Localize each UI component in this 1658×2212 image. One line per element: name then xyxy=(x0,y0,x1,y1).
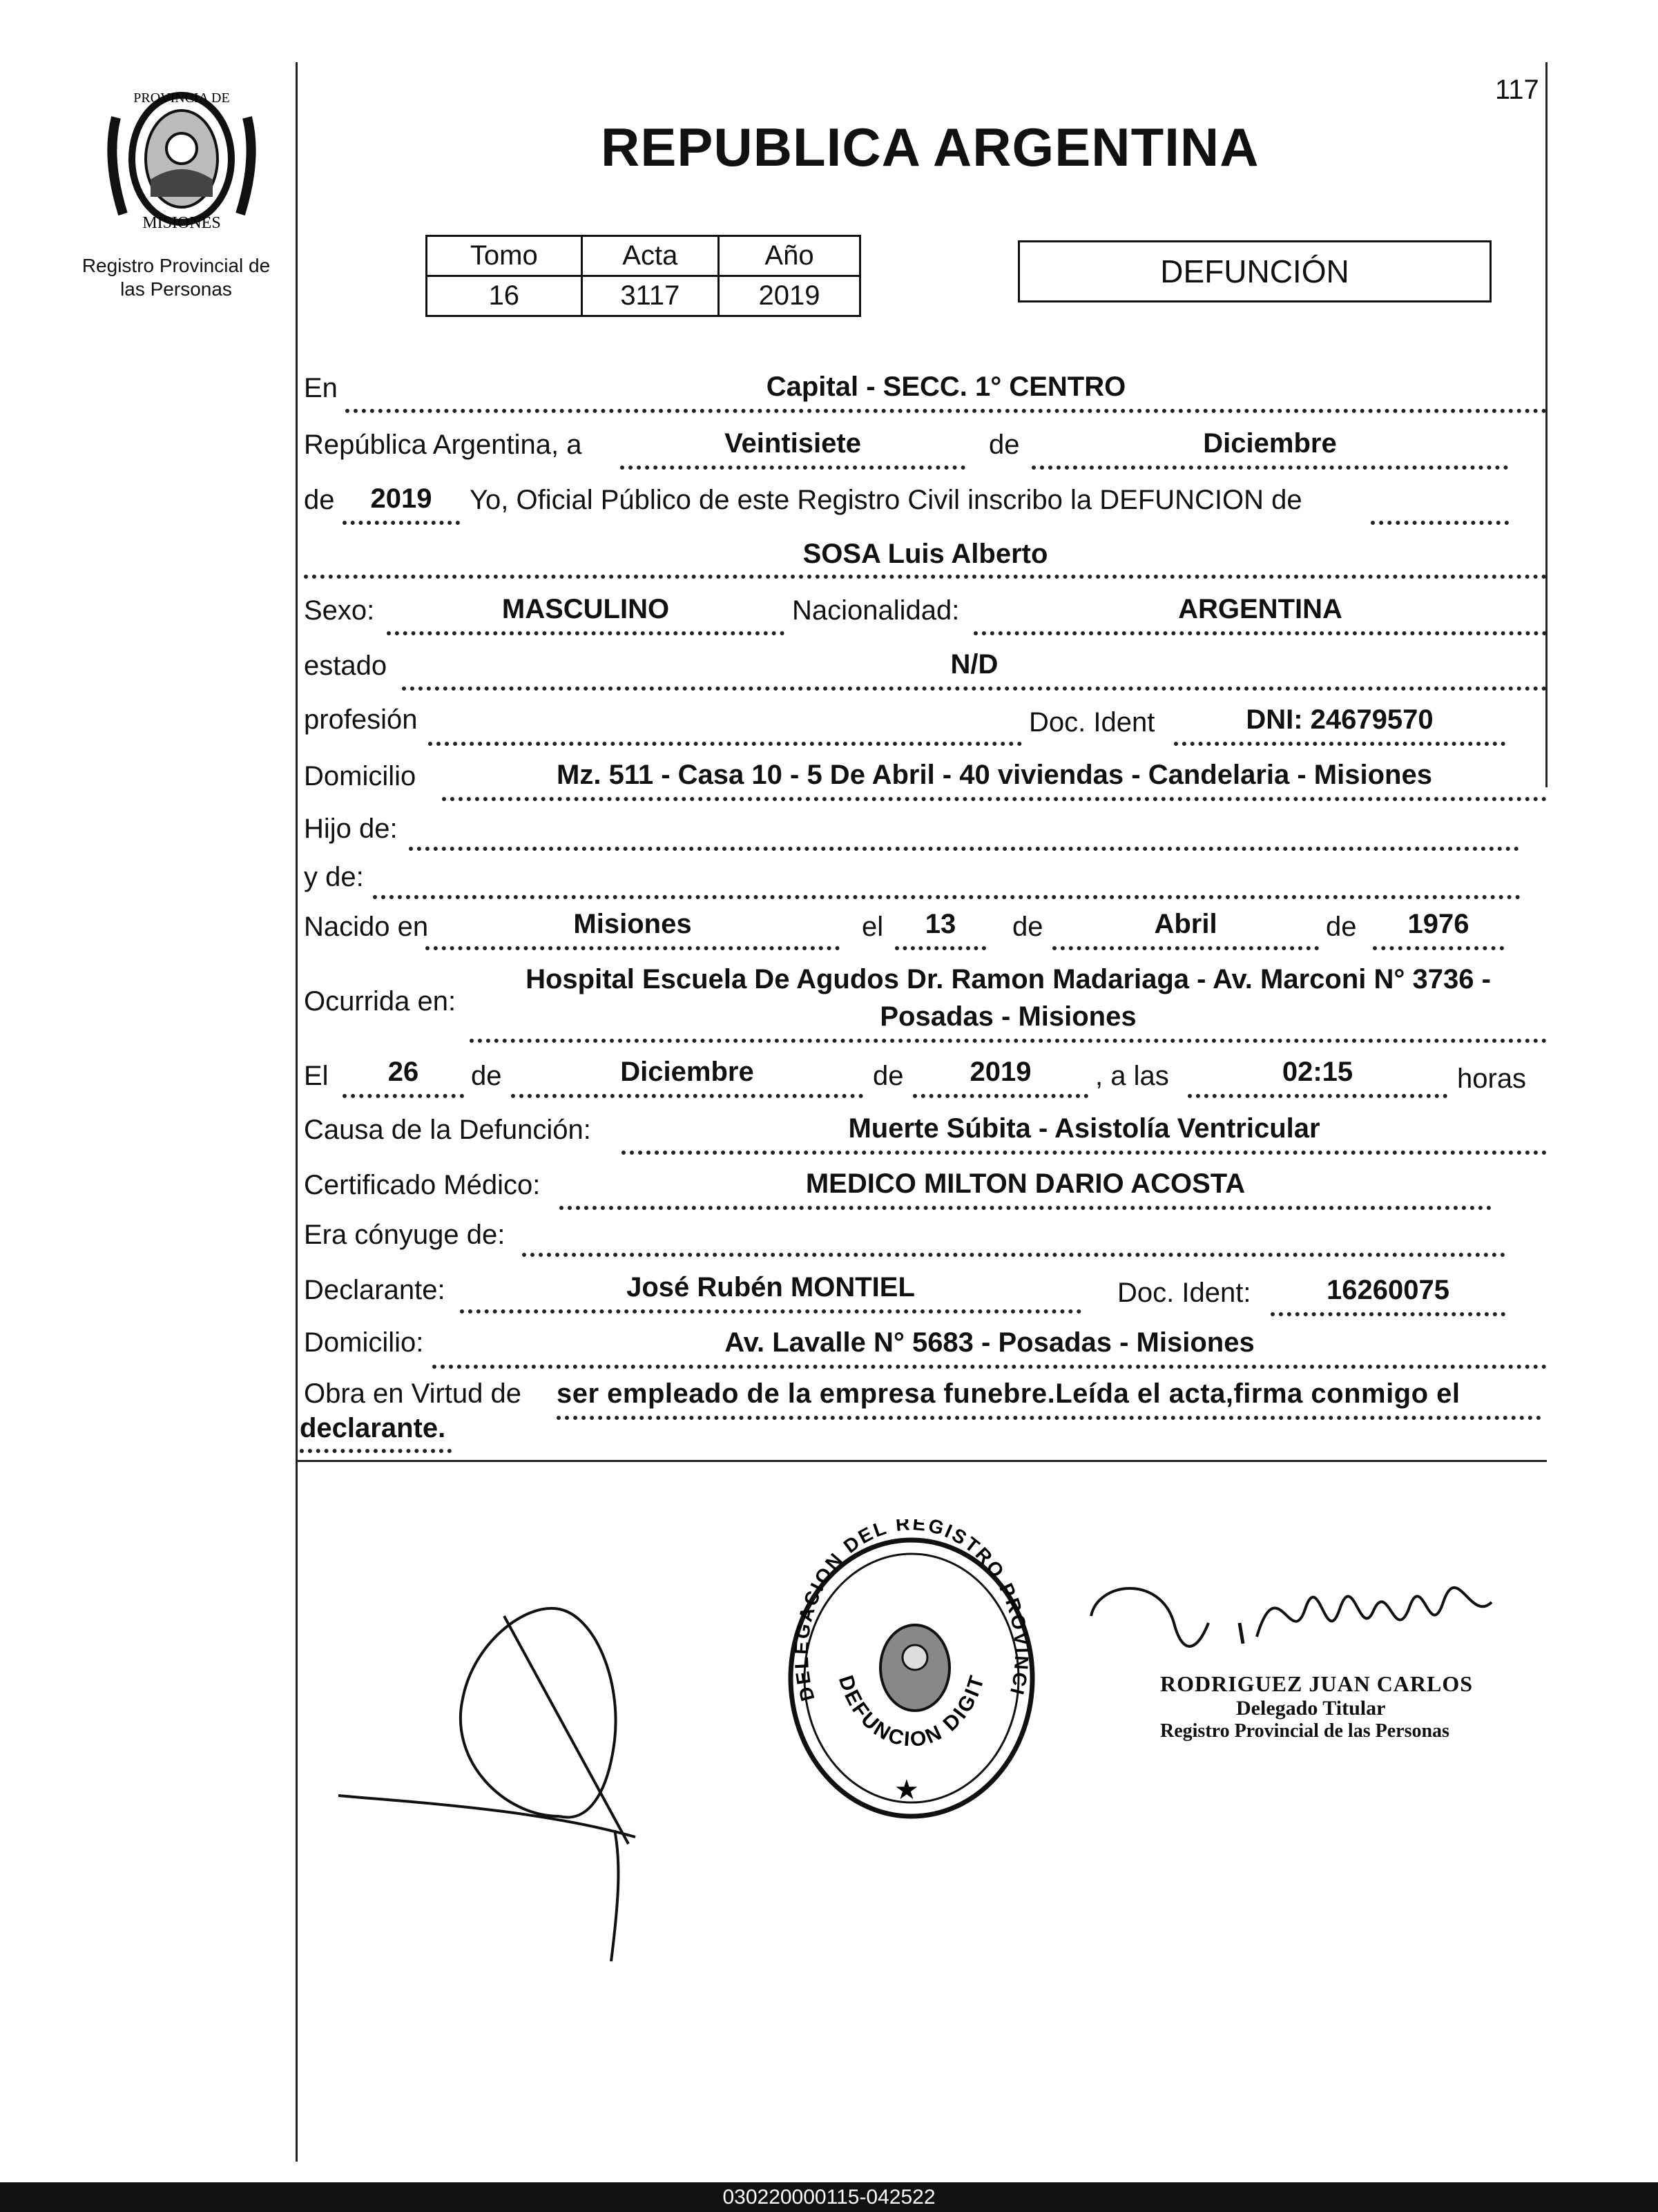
doc-ident2-dotline xyxy=(1271,1312,1505,1316)
document-type-box xyxy=(1018,240,1492,302)
estado-dotline xyxy=(402,686,1547,691)
death-time-dotline xyxy=(1188,1094,1447,1098)
table-header-anio: Año xyxy=(719,236,860,276)
footer-code-bar xyxy=(0,2182,1658,2212)
official-title: Delegado Titular xyxy=(1236,1697,1386,1720)
seal-inner-text: DEFUNCION DIGIT xyxy=(833,1673,989,1752)
nacido-mes: Abril xyxy=(1154,909,1217,939)
deceased-name: SOSA Luis Alberto xyxy=(802,539,1048,569)
table-value-acta: 3117 xyxy=(581,276,718,316)
day-dotline xyxy=(620,465,965,470)
hijo-label: Hijo de: xyxy=(304,814,398,844)
death-month: Diciembre xyxy=(620,1057,754,1087)
republica-label: República Argentina, a xyxy=(304,430,582,460)
sexo-value: MASCULINO xyxy=(501,594,670,624)
nacido-label: Nacido en xyxy=(304,912,429,942)
certificado-label: Certificado Médico: xyxy=(304,1170,541,1200)
emblem-bottom-text: MISIONES xyxy=(142,214,221,232)
causa-dotline xyxy=(621,1151,1547,1155)
month-dotline xyxy=(1032,465,1508,470)
doc-ident-dotline xyxy=(1174,742,1505,746)
page-number: 117 xyxy=(1495,75,1539,105)
registry-name xyxy=(62,254,290,301)
el2-label: El xyxy=(304,1061,329,1091)
nacido-dia: 13 xyxy=(925,909,956,939)
nacido-lugar-dotline xyxy=(425,946,840,950)
month-text: Diciembre xyxy=(1203,428,1337,459)
sexo-dotline xyxy=(387,631,784,635)
domicilio2-dotline xyxy=(432,1365,1547,1369)
table-header-acta: Acta xyxy=(581,236,718,276)
death-year: 2019 xyxy=(970,1057,1032,1087)
de-label-6: de xyxy=(873,1061,904,1091)
yde-label: y de: xyxy=(304,862,364,892)
document-type: DEFUNCIÓN xyxy=(1160,253,1349,289)
el-label: el xyxy=(862,912,884,942)
table-value-tomo: 16 xyxy=(427,276,582,316)
ocurrida-line-1: Hospital Escuela De Agudos Dr. Ramon Madariaga - Av. Marconi N° 3736 - xyxy=(526,964,1491,994)
official-signature xyxy=(1084,1540,1512,1692)
emblem-top-text: PROVINCIA DE xyxy=(133,90,230,106)
nacido-anio: 1976 xyxy=(1407,909,1469,939)
doc-ident-value: DNI: 24679570 xyxy=(1246,704,1434,735)
de-label-5: de xyxy=(471,1061,502,1091)
page-title: REPUBLICA ARGENTINA xyxy=(601,117,1260,177)
conyuge-dotline xyxy=(522,1253,1505,1257)
record-table xyxy=(425,235,861,317)
nacionalidad-dotline xyxy=(974,631,1547,635)
causa-value: Muerte Súbita - Asistolía Ventricular xyxy=(848,1113,1320,1144)
doc-ident-label: Doc. Ident xyxy=(1029,707,1155,738)
domicilio-label: Domicilio xyxy=(304,761,416,791)
yde-dotline xyxy=(373,895,1521,899)
obra-label: Obra en Virtud de xyxy=(304,1378,522,1409)
nacido-mes-dotline xyxy=(1052,946,1319,950)
en-value: Capital - SECC. 1° CENTRO xyxy=(766,372,1126,402)
ocurrida-dotline xyxy=(470,1039,1547,1043)
name-dotline xyxy=(304,575,1547,579)
death-day: 26 xyxy=(387,1057,419,1087)
nacido-anio-dotline xyxy=(1373,946,1504,950)
domicilio-dotline xyxy=(442,797,1547,801)
declarante-label: Declarante: xyxy=(304,1275,445,1305)
doc-ident2-label: Doc. Ident: xyxy=(1117,1278,1251,1308)
estado-label: estado xyxy=(304,651,387,681)
certificado-dotline xyxy=(559,1206,1492,1210)
nacido-dia-dotline xyxy=(895,946,986,950)
registry-line-2: las Personas xyxy=(120,278,232,300)
year-dotline xyxy=(343,521,460,525)
day-text: Veintisiete xyxy=(724,428,861,459)
de-label-4: de xyxy=(1326,912,1357,942)
death-year-dotline xyxy=(913,1094,1088,1098)
official-seal xyxy=(773,1519,1050,1823)
domicilio2-label: Domicilio: xyxy=(304,1327,424,1358)
obra-value-line-1: ser empleado de la empresa funebre.Leída el acta,firma conmigo el xyxy=(557,1378,1461,1409)
death-time: 02:15 xyxy=(1282,1057,1353,1087)
seal-outer-text: DELEGACION DEL REGISTRO PROVINCI xyxy=(790,1519,1033,1704)
table-value-anio: 2019 xyxy=(719,276,860,316)
death-month-dotline xyxy=(511,1094,863,1098)
nacionalidad-value: ARGENTINA xyxy=(1178,594,1342,624)
left-margin-line xyxy=(296,62,298,2162)
registry-line-1: Registro Provincial de xyxy=(81,255,271,276)
causa-label: Causa de la Defunción: xyxy=(304,1115,591,1145)
profesion-dotline xyxy=(428,742,1022,746)
nacionalidad-label: Nacionalidad: xyxy=(792,595,960,626)
obra-value-line-2: declarante. xyxy=(300,1413,446,1443)
hijo-dotline xyxy=(409,847,1519,851)
declarant-signature xyxy=(331,1588,677,1975)
footer-code: 030220000115-042522 xyxy=(722,2186,936,2209)
death-day-dotline xyxy=(343,1094,464,1098)
profesion-label: profesión xyxy=(304,704,418,735)
ocurrida-label: Ocurrida en: xyxy=(304,986,456,1017)
form-end-line xyxy=(296,1460,1547,1462)
certificado-value: MEDICO MILTON DARIO ACOSTA xyxy=(805,1168,1246,1199)
de-label-1: de xyxy=(989,430,1020,460)
de-label-3: de xyxy=(1012,912,1043,942)
nacido-lugar: Misiones xyxy=(573,909,692,939)
en-label: En xyxy=(304,373,338,403)
estado-value: N/D xyxy=(950,649,999,680)
statement-dotline xyxy=(1371,521,1509,525)
domicilio2-value: Av. Lavalle N° 5683 - Posadas - Misiones xyxy=(724,1327,1255,1358)
obra-dotline-1 xyxy=(557,1416,1541,1420)
horas-label: horas xyxy=(1457,1064,1527,1094)
declarante-dotline xyxy=(460,1309,1081,1314)
official-name: RODRIGUEZ JUAN CARLOS xyxy=(1160,1671,1474,1696)
province-emblem xyxy=(102,76,261,242)
obra-dotline-2 xyxy=(300,1449,452,1453)
official-stamp xyxy=(1160,1671,1519,1742)
official-office: Registro Provincial de las Personas xyxy=(1160,1720,1449,1742)
declarante-value: José Rubén MONTIEL xyxy=(626,1272,915,1302)
conyuge-label: Era cónyuge de: xyxy=(304,1220,505,1250)
doc-ident2-value: 16260075 xyxy=(1327,1275,1449,1305)
sexo-label: Sexo: xyxy=(304,595,375,626)
table-header-tomo: Tomo xyxy=(427,236,582,276)
ocurrida-line-2: Posadas - Misiones xyxy=(880,1001,1137,1032)
de-label-2: de xyxy=(304,485,335,515)
year-value: 2019 xyxy=(370,483,432,514)
alas-label: , a las xyxy=(1095,1061,1169,1091)
domicilio-value: Mz. 511 - Casa 10 - 5 De Abril - 40 viviendas - Candelaria - Misiones xyxy=(557,760,1432,790)
statement-text: Yo, Oficial Público de este Registro Civil inscribo la DEFUNCION de xyxy=(470,485,1302,515)
en-dotline xyxy=(345,409,1547,413)
seal-star-icon: ★ xyxy=(894,1774,919,1806)
